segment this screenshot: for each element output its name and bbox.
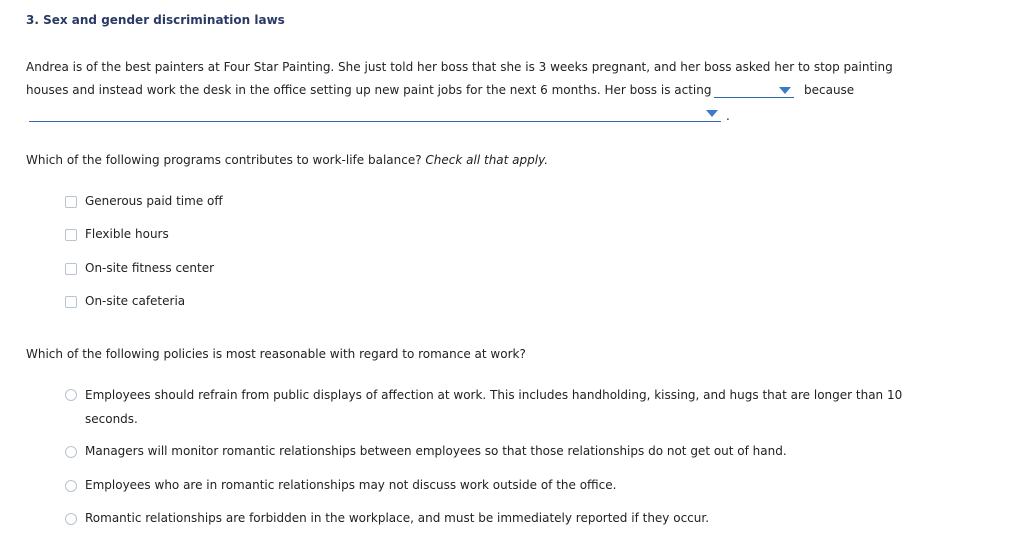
option-label-pda-policy: Employees should refrain from public displays of affection at work. This includes handholding, kissing, and hugs that are longer than 10 seconds.: [85, 388, 903, 426]
q1-prompt-text: Which of the following programs contributes to work-life balance?: [26, 153, 422, 167]
radio-forbidden[interactable]: [65, 513, 77, 525]
option-label-paid-time-off: Generous paid time off: [85, 194, 223, 208]
checkbox-paid-time-off[interactable]: [65, 196, 77, 208]
q2-prompt: Which of the following policies is most reasonable with regard to romance at work?: [26, 347, 526, 361]
checkbox-flexible-hours[interactable]: [65, 229, 77, 241]
option-label-fitness-center: On-site fitness center: [85, 261, 215, 275]
radio-manager-monitor[interactable]: [65, 446, 77, 458]
sentence-end-period: .: [726, 109, 730, 123]
q1-instruction: Check all that apply.: [425, 153, 549, 167]
option-label-cafeteria: On-site cafeteria: [85, 294, 186, 308]
behavior-dropdown[interactable]: [714, 84, 794, 98]
scenario-line-1: Andrea is of the best painters at Four Star Painting. She just told her boss that she is 3 weeks pregnant, and her boss asked her to stop painting: [26, 60, 893, 74]
radio-pda-policy[interactable]: [65, 389, 77, 401]
radio-no-work-discussion[interactable]: [65, 480, 77, 492]
because-text: because: [804, 83, 855, 97]
chevron-down-icon: [706, 110, 718, 117]
option-label-forbidden: Romantic relationships are forbidden in the workplace, and must be immediately reported if they occur.: [85, 511, 710, 525]
q1-prompt: [26, 153, 548, 167]
question-title: 3. Sex and gender discrimination laws: [26, 13, 285, 27]
chevron-down-icon: [779, 87, 791, 94]
option-label-no-work-discussion: Employees who are in romantic relationships may not discuss work outside of the office.: [85, 478, 617, 492]
scenario-line-2: houses and instead work the desk in the office setting up new paint jobs for the next 6 months. Her boss is acting: [26, 83, 712, 97]
option-label-flexible-hours: Flexible hours: [85, 227, 169, 241]
reason-dropdown[interactable]: [29, 107, 721, 122]
checkbox-cafeteria[interactable]: [65, 296, 77, 308]
option-label-manager-monitor: Managers will monitor romantic relationships between employees so that those relationships do not get out of hand.: [85, 444, 787, 458]
checkbox-fitness-center[interactable]: [65, 263, 77, 275]
